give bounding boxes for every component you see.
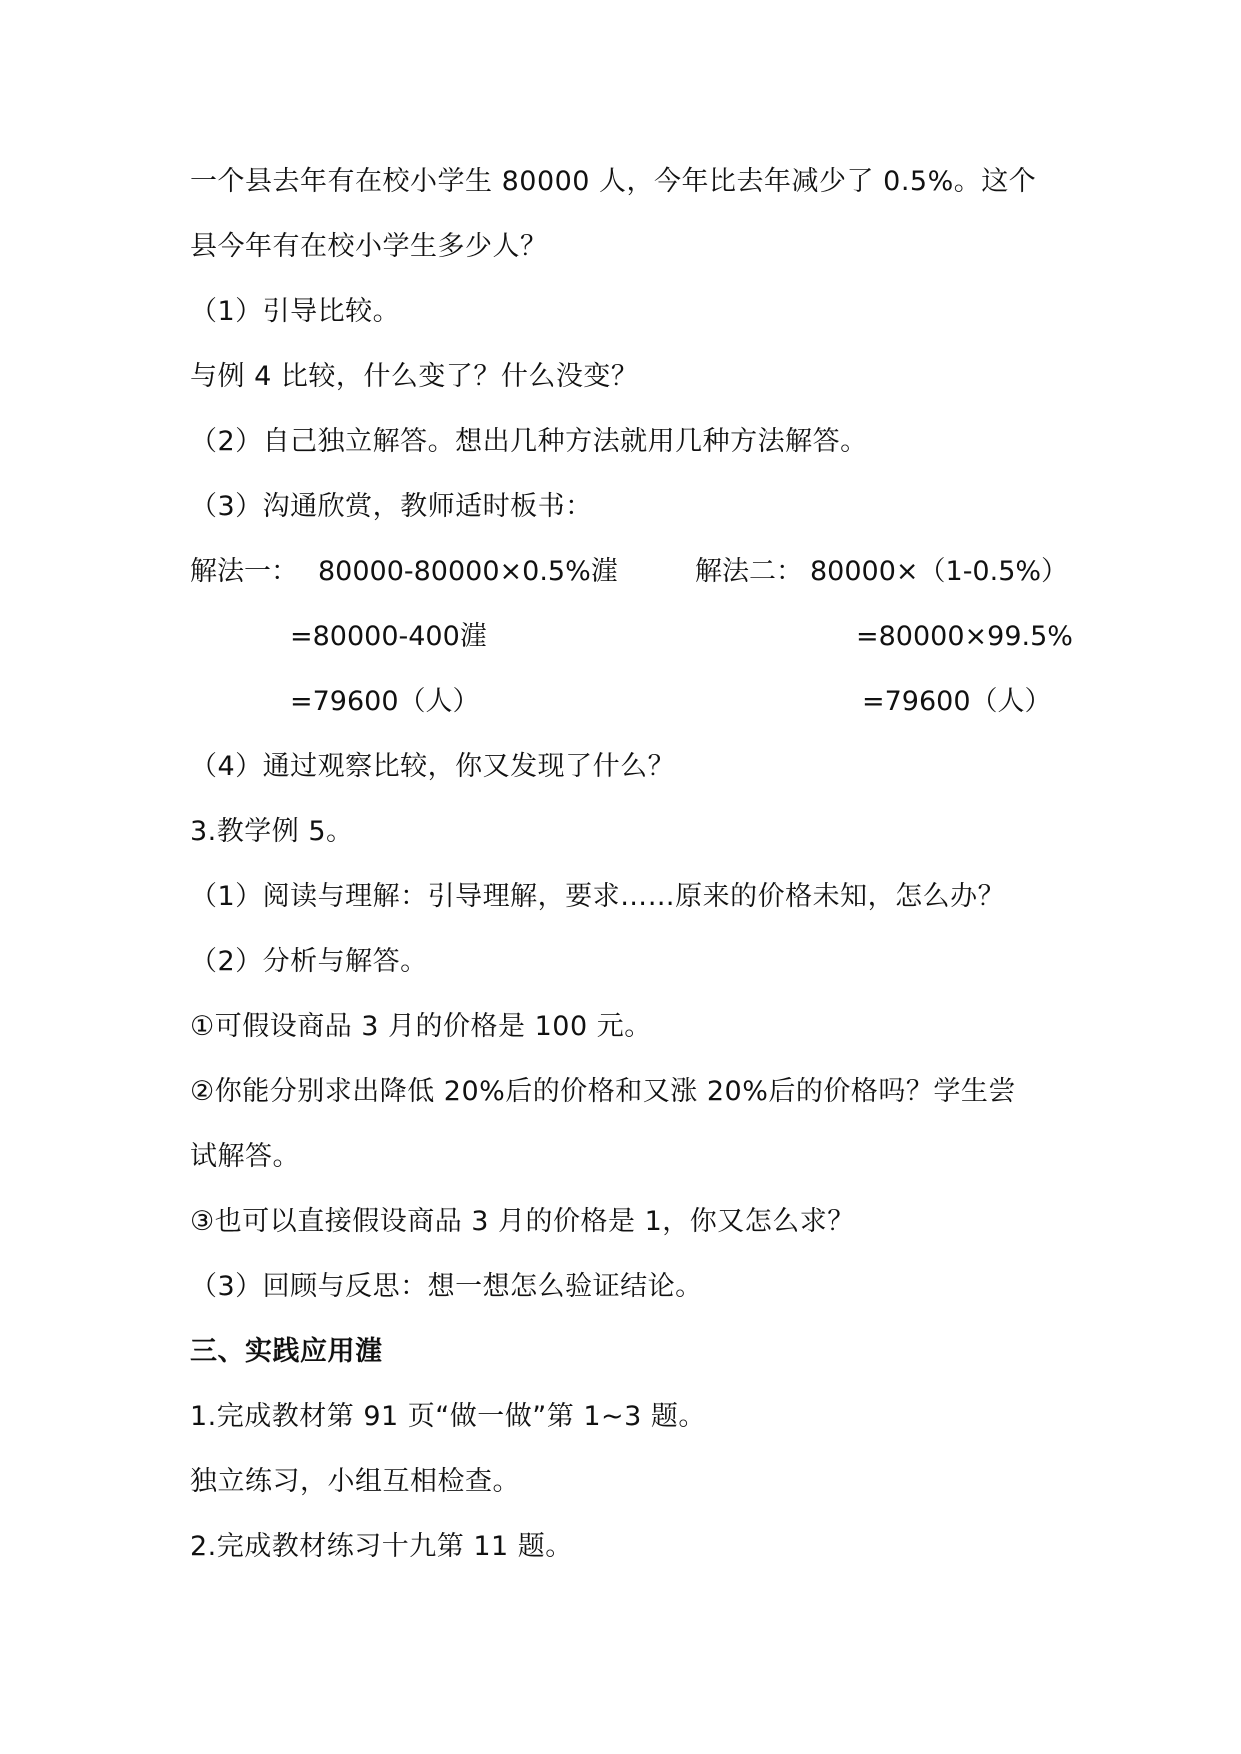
exercise-2: 2.完成教材练习十九第 11 题。 (190, 1531, 573, 1562)
assume-1: ③也可以直接假设商品 3 月的价格是 1，你又怎么求？ (190, 1206, 855, 1237)
step-reflect: （3）回顾与反思：想一想怎么验证结论。 (190, 1271, 703, 1302)
compare-question: 与例 4 比较，什么变了？什么没变？ (190, 361, 639, 392)
assume-100: ①可假设商品 3 月的价格是 100 元。 (190, 1011, 652, 1042)
method1-step2: =80000-400漄 (290, 621, 487, 652)
step-independent-solve: （2）自己独立解答。想出几种方法就用几种方法解答。 (190, 426, 868, 457)
exercise-1: 1.完成教材第 91 页“做一做”第 1~3 题。 (190, 1401, 706, 1432)
method2-label: 解法二： (695, 556, 803, 587)
method2-step2: =80000×99.5% (856, 621, 1073, 652)
step-guide-compare: （1）引导比较。 (190, 296, 401, 327)
step-communicate: （3）沟通欣赏，教师适时板书： (190, 491, 593, 522)
method2-step1: 80000×（1-0.5%） (810, 556, 1069, 587)
step-analyze: （2）分析与解答。 (190, 946, 428, 977)
method1-step1: 80000-80000×0.5%漄 (318, 556, 618, 587)
method2-step3: =79600（人） (862, 686, 1052, 717)
price-question-line-1: ②你能分别求出降低 20%后的价格和又涨 20%后的价格吗？学生尝 (190, 1076, 1016, 1107)
exercise-1-note: 独立练习，小组互相检查。 (190, 1466, 520, 1497)
problem-text-line-1: 一个县去年有在校小学生 80000 人，今年比去年减少了 0.5%。这个 (190, 166, 1037, 197)
price-question-line-2: 试解答。 (190, 1141, 300, 1172)
problem-text-line-2: 县今年有在校小学生多少人？ (190, 231, 548, 262)
method1-step3: =79600（人） (290, 686, 480, 717)
step-read-understand: （1）阅读与理解：引导理解，要求……原来的价格未知，怎么办？ (190, 881, 1006, 912)
example5-heading: 3.教学例 5。 (190, 816, 354, 847)
method1-label: 解法一： (190, 556, 298, 587)
section-heading-practice: 三、实践应用漄 (190, 1336, 383, 1367)
step-observe: （4）通过观察比较，你又发现了什么？ (190, 751, 676, 782)
